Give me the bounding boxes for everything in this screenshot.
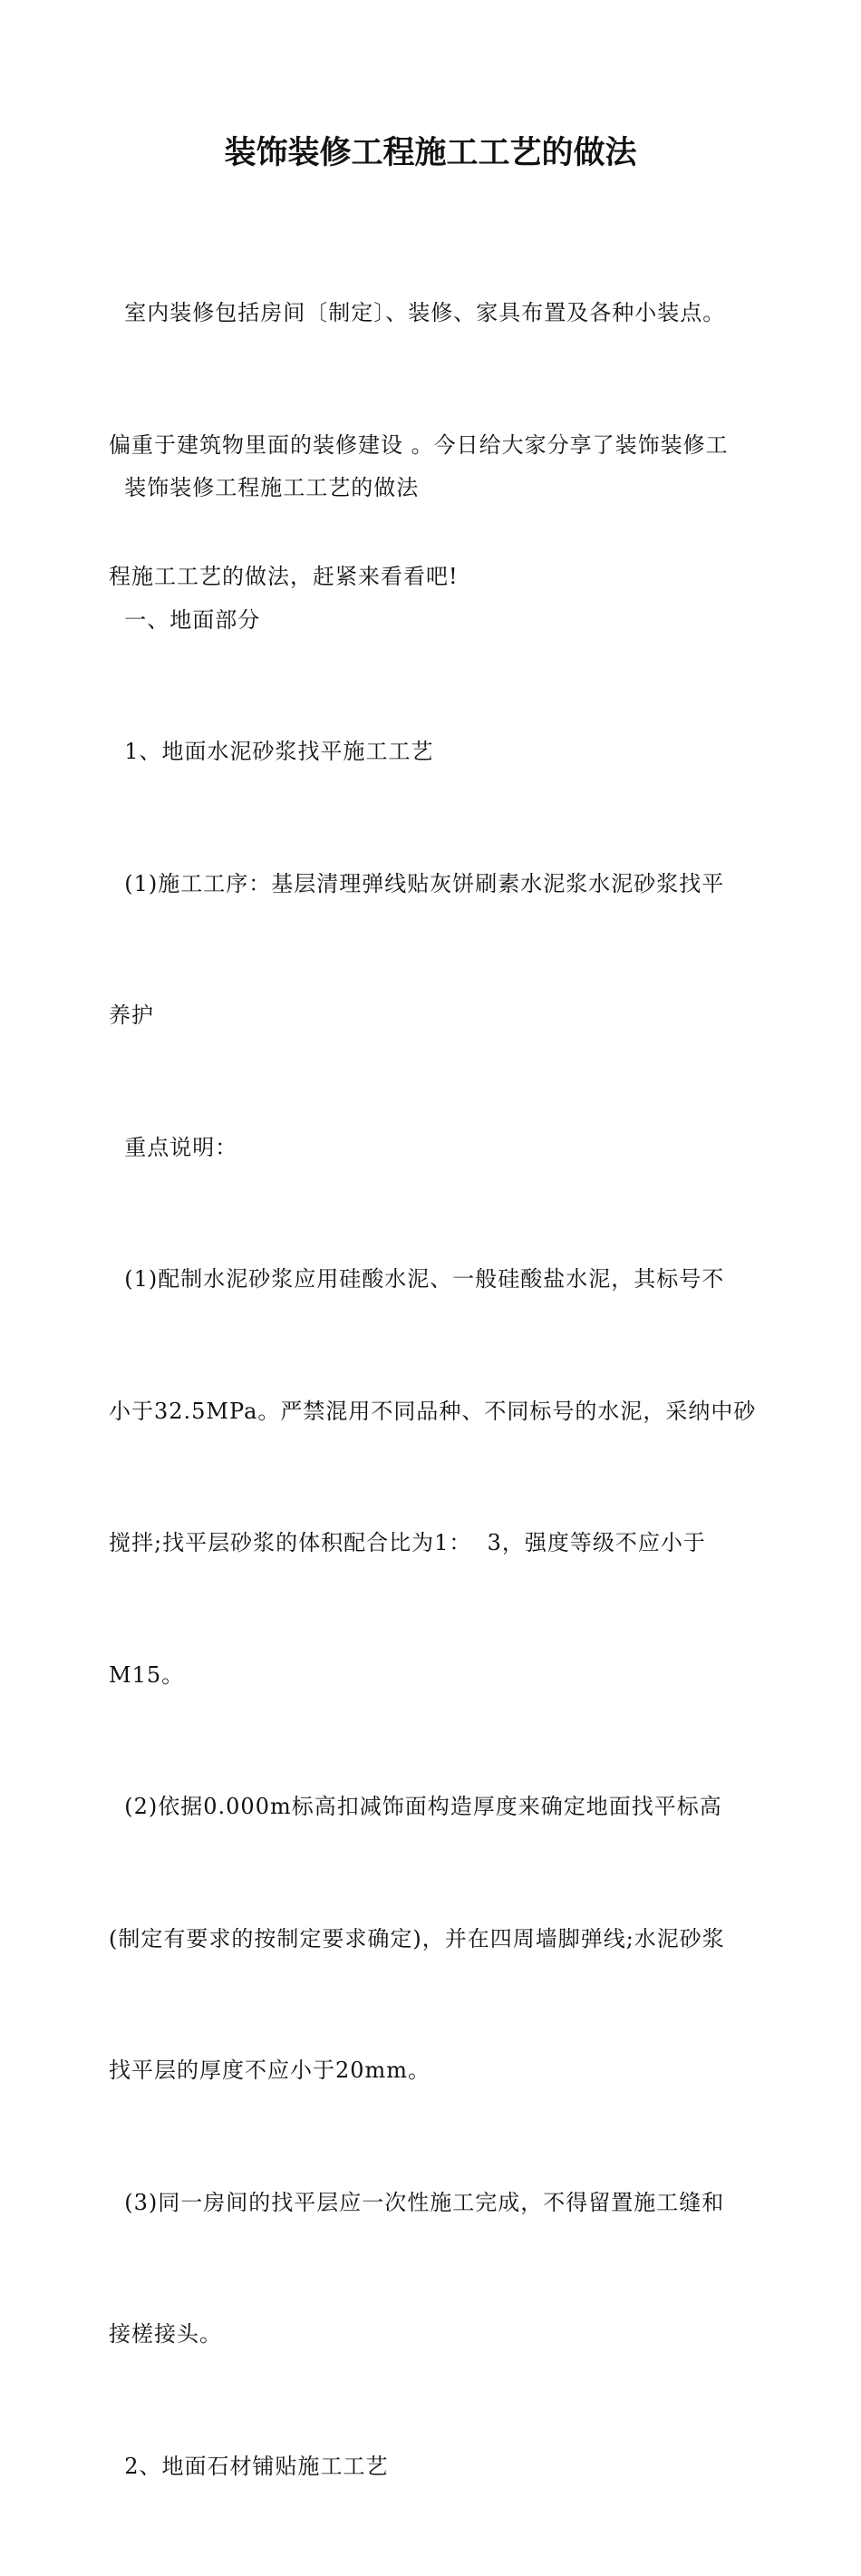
content-line: (1)施工工序：基层清理弹线贴灰饼刷素水泥浆水泥砂浆找平	[109, 870, 725, 896]
intro-line: 程施工工艺的做法，赶紧来看看吧!	[109, 564, 459, 589]
section-heading: 装饰装修工程施工工艺的做法	[109, 475, 420, 500]
content-line: 接槎接头。	[109, 2321, 222, 2347]
content-line: 找平层的厚度不应小于20mm。	[109, 2058, 431, 2083]
content-line: 养护	[109, 1002, 154, 1028]
content-line: (制定有要求的按制定要求确定)，并在四周墙脚弹线;水泥砂浆	[109, 1925, 725, 1951]
part-heading: 一、地面部分	[109, 606, 261, 633]
document-title: 装饰装修工程施工工艺的做法	[224, 134, 637, 171]
intro-line: 室内装修包括房间〔制定〕、装修、家具布置及各种小装点。	[109, 300, 726, 325]
content-line: M15。	[109, 1661, 185, 1688]
content-line: (3)同一房间的找平层应一次性施工完成，不得留置施工缝和	[109, 2189, 725, 2215]
subsection-heading: 2、地面石材铺贴施工工艺	[109, 2453, 389, 2479]
subsection-heading: 1、地面水泥砂浆找平施工工艺	[109, 739, 434, 764]
content-line: (2)依据0.000m标高扣减饰面构造厚度来确定地面找平标高	[109, 1794, 722, 1819]
main-content	[109, 378, 757, 2576]
content-line: (1)配制水泥砂浆应用硅酸水泥、一般硅酸盐水泥，其标号不	[109, 1266, 725, 1292]
intro-line: 偏重于建筑物里面的装修建设 。今日给大家分享了装饰装修工	[109, 431, 729, 458]
content-line: 搅拌;找平层砂浆的体积配合比为1： 3，强度等级不应小于	[109, 1530, 706, 1555]
content-line: 小于32.5MPa。严禁混用不同品种、不同标号的水泥，采纳中砂	[109, 1398, 757, 1424]
notes-heading: 重点说明：	[109, 1134, 238, 1160]
